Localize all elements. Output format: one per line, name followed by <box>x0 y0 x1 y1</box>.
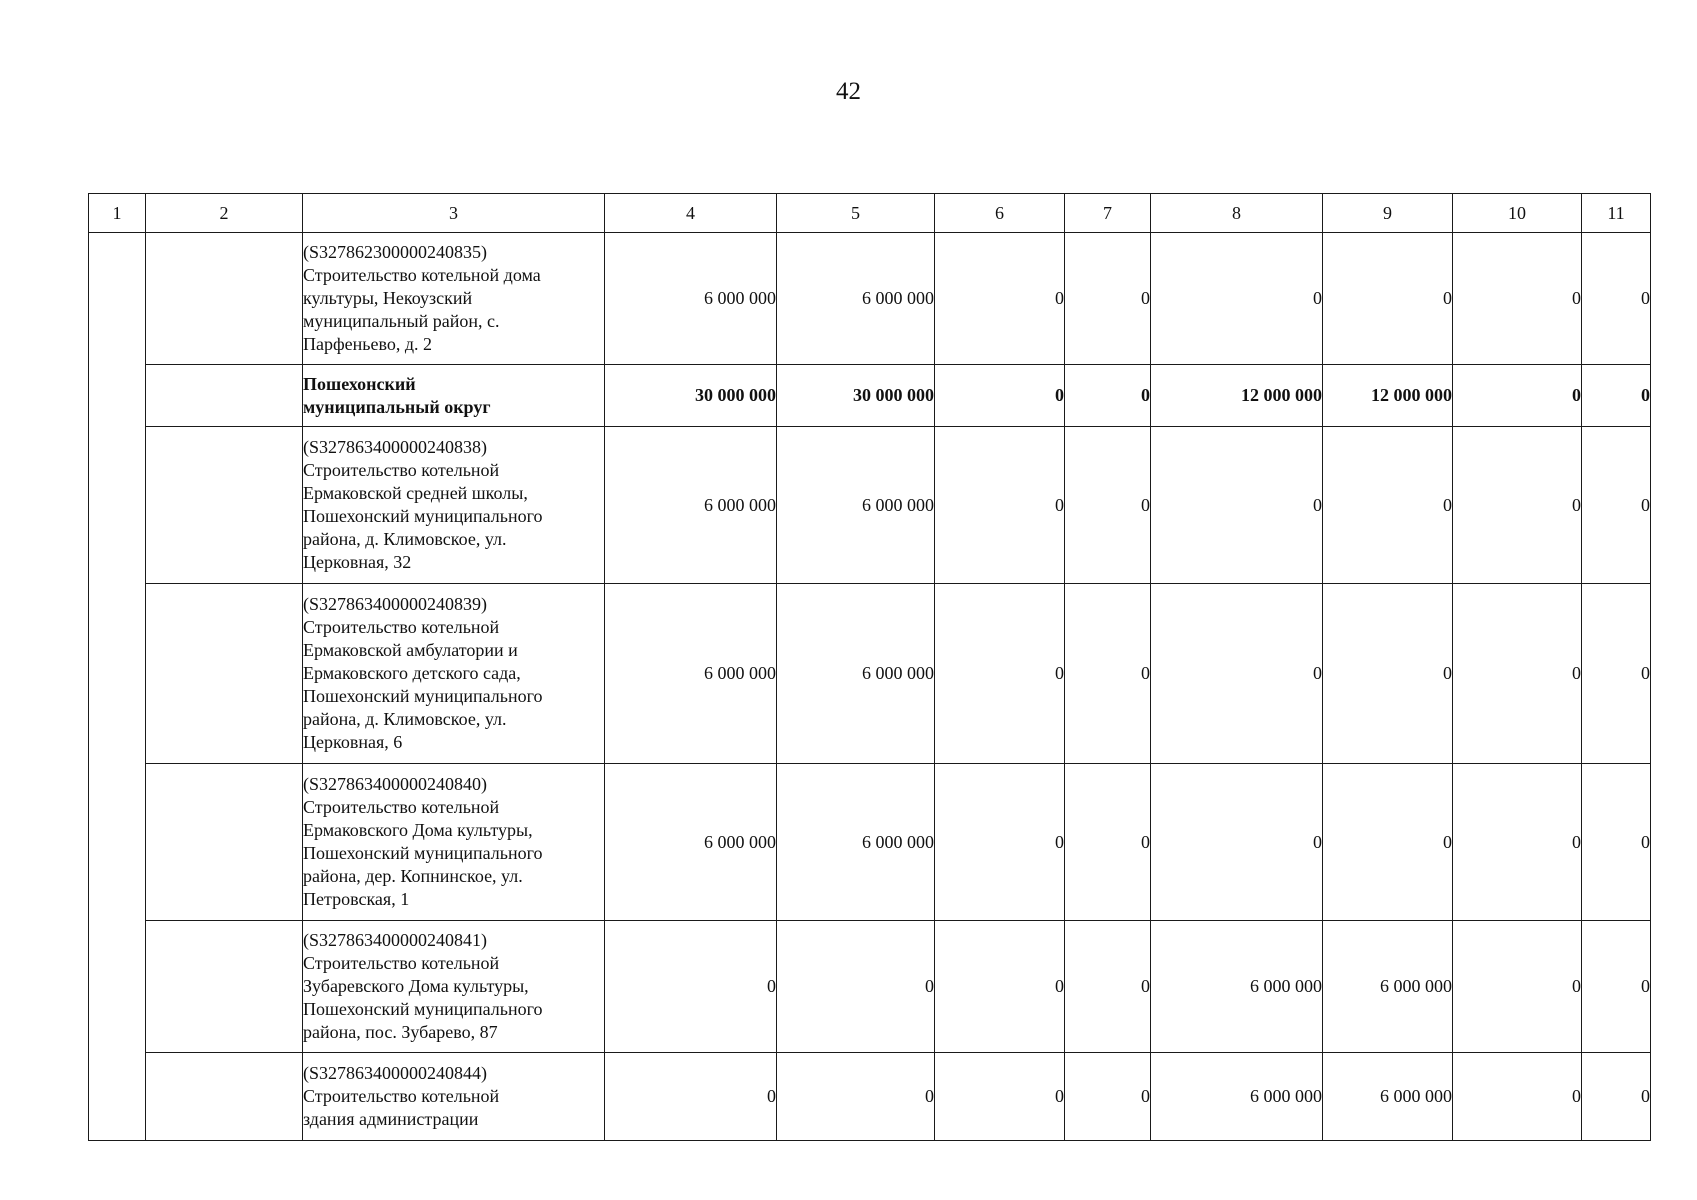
column-header-5: 5 <box>777 194 935 233</box>
value-cell-col-10: 0 <box>1453 1053 1582 1141</box>
description-line: Пошехонский муниципального <box>303 999 543 1019</box>
column-2-cell <box>146 365 303 427</box>
page-number: 42 <box>836 78 861 105</box>
description-line: (S327863400000240841) <box>303 930 487 950</box>
description-cell <box>303 764 605 921</box>
description-line: Строительство котельной дома <box>303 265 541 285</box>
description-line: (S327863400000240844) <box>303 1063 487 1083</box>
column-2-cell <box>146 921 303 1053</box>
value-cell-col-6: 0 <box>935 584 1065 764</box>
table-row <box>89 584 1651 764</box>
description-line: Петровская, 1 <box>303 889 410 909</box>
table-row <box>89 233 1651 365</box>
description-line: (S327863400000240839) <box>303 594 487 614</box>
table-row <box>89 764 1651 921</box>
value-cell-col-5: 0 <box>777 921 935 1053</box>
value-cell-col-9: 0 <box>1323 233 1453 365</box>
value-cell-col-4: 0 <box>605 921 777 1053</box>
column-header-8: 8 <box>1151 194 1323 233</box>
column-2-cell <box>146 427 303 584</box>
value-cell-col-4: 6 000 000 <box>605 584 777 764</box>
value-cell-col-5: 0 <box>777 1053 935 1141</box>
description-line: здания администрации <box>303 1109 479 1129</box>
column-header-6: 6 <box>935 194 1065 233</box>
value-cell-col-4: 6 000 000 <box>605 764 777 921</box>
value-cell-col-5: 6 000 000 <box>777 764 935 921</box>
column-header-2: 2 <box>146 194 303 233</box>
table-row <box>89 1053 1651 1141</box>
value-cell-col-7: 0 <box>1065 764 1151 921</box>
description-line: Ермаковской средней школы, <box>303 483 528 503</box>
value-cell-col-8: 6 000 000 <box>1151 1053 1323 1141</box>
value-cell-col-7: 0 <box>1065 365 1151 427</box>
description-line: Церковная, 32 <box>303 552 412 572</box>
value-cell-col-11: 0 <box>1582 764 1651 921</box>
description-line: Ермаковского Дома культуры, <box>303 820 533 840</box>
description-line: Пошехонский муниципального <box>303 506 543 526</box>
description-line: Ермаковского детского сада, <box>303 663 521 683</box>
column-2-cell <box>146 764 303 921</box>
table-body <box>89 233 1651 1141</box>
value-cell-col-7: 0 <box>1065 233 1151 365</box>
value-cell-col-11: 0 <box>1582 584 1651 764</box>
value-cell-col-11: 0 <box>1582 1053 1651 1141</box>
value-cell-col-7: 0 <box>1065 584 1151 764</box>
value-cell-col-6: 0 <box>935 365 1065 427</box>
value-cell-col-8: 12 000 000 <box>1151 365 1323 427</box>
description-line: Пошехонский муниципального <box>303 843 543 863</box>
value-cell-col-10: 0 <box>1453 921 1582 1053</box>
description-line: Строительство котельной <box>303 1086 500 1106</box>
value-cell-col-5: 6 000 000 <box>777 584 935 764</box>
description-line: Строительство котельной <box>303 953 500 973</box>
value-cell-col-6: 0 <box>935 233 1065 365</box>
column-2-cell <box>146 1053 303 1141</box>
description-line: (S327863400000240840) <box>303 774 487 794</box>
column-header-11: 11 <box>1582 194 1651 233</box>
column-header-3: 3 <box>303 194 605 233</box>
value-cell-col-7: 0 <box>1065 427 1151 584</box>
description-line: культуры, Некоузский <box>303 288 473 308</box>
value-cell-col-9: 6 000 000 <box>1323 921 1453 1053</box>
value-cell-col-5: 6 000 000 <box>777 233 935 365</box>
value-cell-col-8: 0 <box>1151 233 1323 365</box>
value-cell-col-6: 0 <box>935 764 1065 921</box>
description-cell <box>303 921 605 1053</box>
column-header-10: 10 <box>1453 194 1582 233</box>
column-header-7: 7 <box>1065 194 1151 233</box>
column-2-cell <box>146 584 303 764</box>
description-line: Церковная, 6 <box>303 732 403 752</box>
description-line: Ермаковской амбулатории и <box>303 640 518 660</box>
description-cell <box>303 427 605 584</box>
description-line: Строительство котельной <box>303 797 500 817</box>
description-cell <box>303 1053 605 1141</box>
description-line: Пошехонский <box>303 373 416 394</box>
description-line: района, дер. Копнинское, ул. <box>303 866 523 886</box>
value-cell-col-9: 12 000 000 <box>1323 365 1453 427</box>
header-row <box>89 194 1651 233</box>
description-line: (S327862300000240835) <box>303 242 487 262</box>
table-row <box>89 427 1651 584</box>
description-line: района, д. Климовское, ул. <box>303 529 507 549</box>
description-line: Парфеньево, д. 2 <box>303 334 433 354</box>
value-cell-col-5: 30 000 000 <box>777 365 935 427</box>
value-cell-col-4: 6 000 000 <box>605 427 777 584</box>
value-cell-col-10: 0 <box>1453 427 1582 584</box>
value-cell-col-10: 0 <box>1453 365 1582 427</box>
description-line: Зубаревского Дома культуры, <box>303 976 529 996</box>
description-line: района, пос. Зубарево, 87 <box>303 1022 498 1042</box>
description-line: района, д. Климовское, ул. <box>303 709 507 729</box>
value-cell-col-10: 0 <box>1453 233 1582 365</box>
description-line: муниципальный район, с. <box>303 311 500 331</box>
value-cell-col-6: 0 <box>935 427 1065 584</box>
value-cell-col-9: 0 <box>1323 764 1453 921</box>
value-cell-col-4: 0 <box>605 1053 777 1141</box>
description-line: Пошехонский муниципального <box>303 686 543 706</box>
value-cell-col-8: 0 <box>1151 427 1323 584</box>
value-cell-col-4: 30 000 000 <box>605 365 777 427</box>
value-cell-col-8: 6 000 000 <box>1151 921 1323 1053</box>
description-cell <box>303 365 605 427</box>
column-header-4: 4 <box>605 194 777 233</box>
column-2-cell <box>146 233 303 365</box>
column-header-1: 1 <box>89 194 146 233</box>
column-header-9: 9 <box>1323 194 1453 233</box>
description-cell <box>303 584 605 764</box>
value-cell-col-9: 0 <box>1323 427 1453 584</box>
description-line: Строительство котельной <box>303 460 500 480</box>
description-cell <box>303 233 605 365</box>
value-cell-col-6: 0 <box>935 921 1065 1053</box>
value-cell-col-11: 0 <box>1582 365 1651 427</box>
description-line: Строительство котельной <box>303 617 500 637</box>
value-cell-col-5: 6 000 000 <box>777 427 935 584</box>
description-line: муниципальный округ <box>303 396 491 417</box>
value-cell-col-11: 0 <box>1582 427 1651 584</box>
value-cell-col-7: 0 <box>1065 1053 1151 1141</box>
value-cell-col-8: 0 <box>1151 764 1323 921</box>
column-1-cell <box>89 233 146 1141</box>
table-row <box>89 365 1651 427</box>
description-line: (S327863400000240838) <box>303 437 487 457</box>
value-cell-col-9: 0 <box>1323 584 1453 764</box>
table-row <box>89 921 1651 1053</box>
value-cell-col-10: 0 <box>1453 764 1582 921</box>
budget-table <box>88 193 1651 1141</box>
value-cell-col-8: 0 <box>1151 584 1323 764</box>
value-cell-col-7: 0 <box>1065 921 1151 1053</box>
value-cell-col-11: 0 <box>1582 233 1651 365</box>
value-cell-col-9: 6 000 000 <box>1323 1053 1453 1141</box>
value-cell-col-10: 0 <box>1453 584 1582 764</box>
value-cell-col-6: 0 <box>935 1053 1065 1141</box>
value-cell-col-4: 6 000 000 <box>605 233 777 365</box>
value-cell-col-11: 0 <box>1582 921 1651 1053</box>
